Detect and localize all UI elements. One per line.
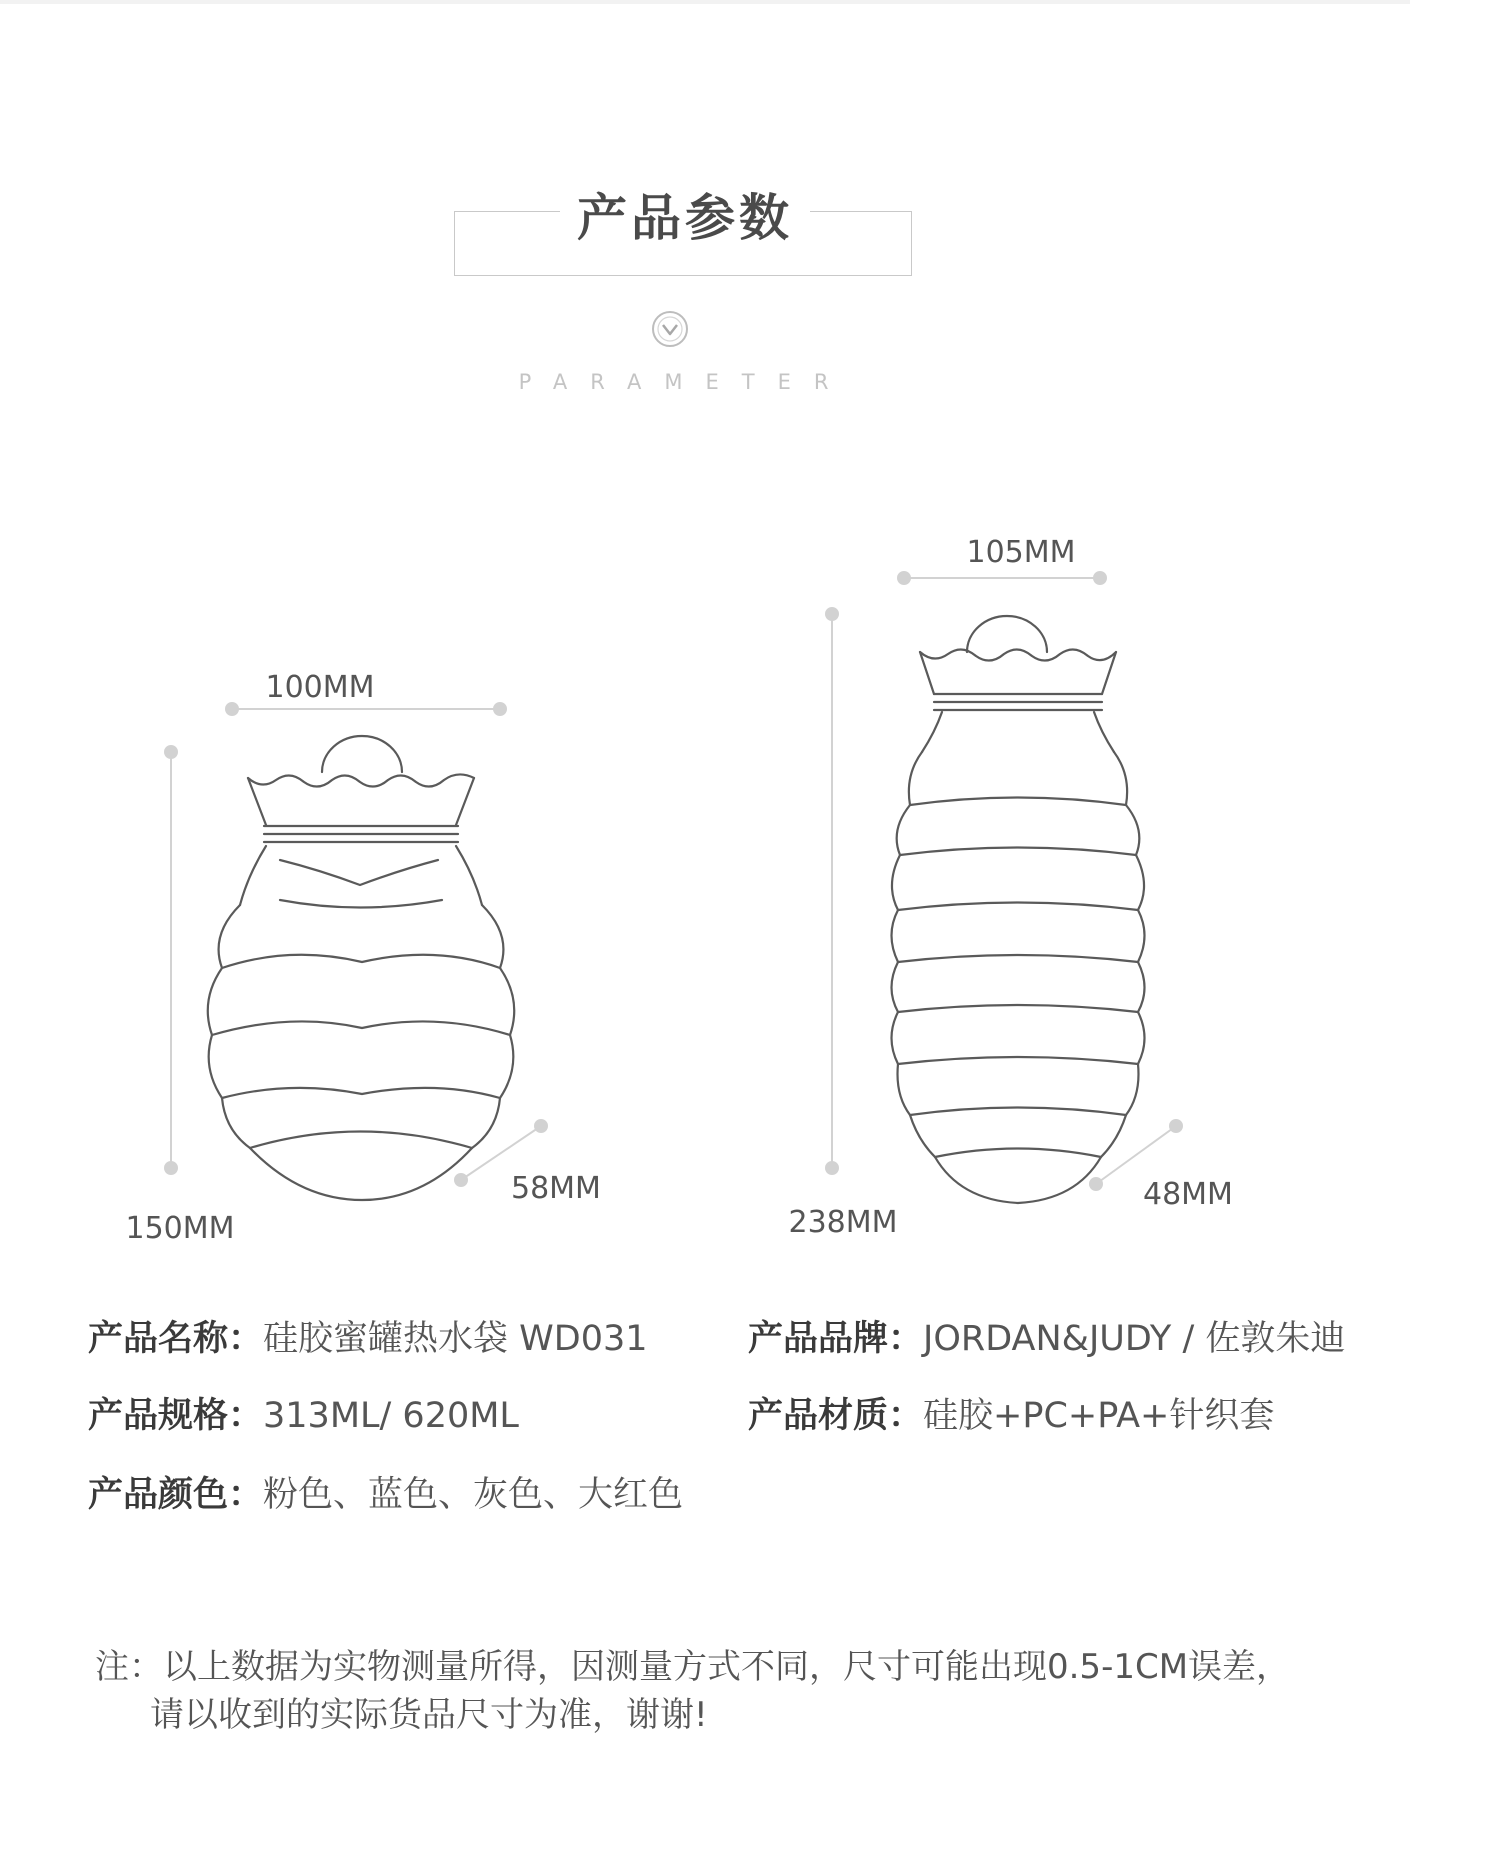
large-depth-label: 48MM [1143,1177,1233,1212]
note-line-2: 请以收到的实际货品尺寸为准，谢谢! [150,1695,708,1735]
large-width-label: 105MM [966,535,1076,570]
dimension-lines-large [826,572,1182,1190]
spec-key: 产品品牌： [748,1319,924,1359]
large-height-label: 238MM [788,1205,898,1240]
spec-color [88,1472,683,1518]
spec-key: 产品颜色： [88,1475,264,1515]
measurement-note [95,1643,1290,1739]
note-line-1: 注：以上数据为实物测量所得，因测量方式不同，尺寸可能出现0.5-1CM误差， [95,1647,1291,1687]
spec-key: 产品名称： [88,1319,264,1359]
spec-size [88,1393,519,1439]
spec-value: 粉色、蓝色、灰色、大红色 [263,1475,684,1515]
small-depth-label: 58MM [511,1171,601,1206]
spec-key: 产品规格： [88,1396,264,1436]
spec-key: 产品材质： [748,1396,924,1436]
spec-product-name [88,1316,648,1362]
subtitle: PARAMETER [518,370,852,394]
spec-value: 313ML/ 620ML [263,1396,519,1436]
spec-value: 硅胶+PC+PA+针织套 [923,1396,1275,1436]
spec-value: JORDAN&JUDY / 佐敦朱迪 [923,1319,1346,1359]
small-bottle-drawing [208,736,514,1200]
spec-brand [748,1316,1345,1362]
small-width-label: 100MM [265,670,375,705]
large-bottle-drawing [892,616,1145,1203]
spec-value: 硅胶蜜罐热水袋 WD031 [263,1319,648,1359]
dimension-lines-small [165,703,547,1186]
small-height-label: 150MM [125,1211,235,1246]
page-title-text: 产品参数 [569,189,801,247]
spec-material [748,1393,1274,1439]
